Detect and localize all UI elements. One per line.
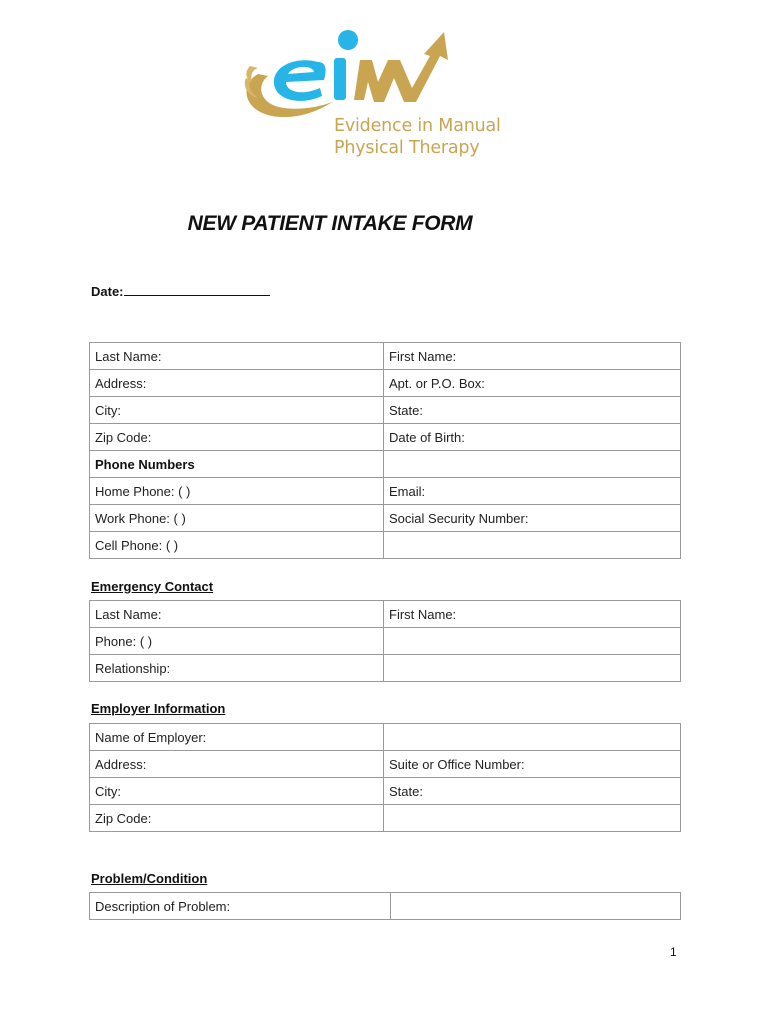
date-label: Date:	[91, 284, 124, 299]
problem-condition-field[interactable]: Description of Problem:	[90, 893, 391, 920]
problem-condition-heading: Problem/Condition	[91, 871, 208, 886]
patient-info-field[interactable]	[384, 451, 681, 478]
emergency-contact-row	[90, 655, 681, 682]
employer-info-field[interactable]: Address:	[90, 751, 384, 778]
patient-info-field[interactable]: Address:	[90, 370, 384, 397]
form-title: NEW PATIENT INTAKE FORM	[187, 212, 473, 235]
employer-info-row	[90, 724, 681, 751]
patient-info-field[interactable]: Work Phone: ( )	[90, 505, 384, 532]
patient-info-row	[90, 343, 681, 370]
emergency-contact-field[interactable]: Relationship:	[90, 655, 384, 682]
emergency-contact-field[interactable]: First Name:	[384, 601, 681, 628]
emergency-contact-row	[90, 601, 681, 628]
emergency-contact-field[interactable]: Phone: ( )	[90, 628, 384, 655]
employer-info-field[interactable]	[384, 805, 681, 832]
employer-info-field[interactable]: Name of Employer:	[90, 724, 384, 751]
employer-information-heading: Employer Information	[91, 701, 226, 716]
patient-info-field[interactable]: Social Security Number:	[384, 505, 681, 532]
patient-info-field[interactable]: Last Name:	[90, 343, 384, 370]
problem-condition-table	[89, 892, 681, 920]
patient-info-field[interactable]: State:	[384, 397, 681, 424]
emergency-contact-field[interactable]	[384, 628, 681, 655]
emergency-contact-row	[90, 628, 681, 655]
problem-condition-row	[90, 893, 681, 920]
patient-info-field[interactable]: Zip Code:	[90, 424, 384, 451]
employer-info-field[interactable]: City:	[90, 778, 384, 805]
patient-info-field[interactable]: City:	[90, 397, 384, 424]
date-field[interactable]	[91, 283, 270, 299]
patient-info-field[interactable]: Home Phone: ( )	[90, 478, 384, 505]
emergency-contact-heading: Emergency Contact	[91, 579, 214, 594]
emergency-contact-table	[89, 600, 681, 682]
logo-tagline-line1: Evidence in Manual	[334, 116, 501, 136]
eim-logo	[236, 26, 516, 162]
patient-info-field[interactable]: Email:	[384, 478, 681, 505]
problem-condition-field[interactable]	[391, 893, 681, 920]
patient-info-row	[90, 505, 681, 532]
emergency-contact-field[interactable]	[384, 655, 681, 682]
emergency-contact-field[interactable]: Last Name:	[90, 601, 384, 628]
patient-info-field[interactable]: Phone Numbers	[90, 451, 384, 478]
date-blank-line[interactable]	[124, 283, 270, 296]
employer-info-field[interactable]: Zip Code:	[90, 805, 384, 832]
employer-info-row	[90, 805, 681, 832]
patient-info-field[interactable]	[384, 532, 681, 559]
logo-tagline-line2: Physical Therapy	[334, 138, 480, 158]
employer-info-field[interactable]: State:	[384, 778, 681, 805]
eim-logo-mark	[236, 26, 516, 118]
patient-info-row	[90, 370, 681, 397]
patient-info-row	[90, 424, 681, 451]
employer-info-field[interactable]	[384, 724, 681, 751]
employer-information-table	[89, 723, 681, 832]
patient-info-row	[90, 451, 681, 478]
employer-info-row	[90, 778, 681, 805]
patient-info-field[interactable]: Date of Birth:	[384, 424, 681, 451]
patient-info-field[interactable]: Apt. or P.O. Box:	[384, 370, 681, 397]
patient-info-row	[90, 478, 681, 505]
patient-info-row	[90, 532, 681, 559]
employer-info-field[interactable]: Suite or Office Number:	[384, 751, 681, 778]
patient-info-table	[89, 342, 681, 559]
employer-info-row	[90, 751, 681, 778]
patient-info-field[interactable]: First Name:	[384, 343, 681, 370]
patient-info-row	[90, 397, 681, 424]
patient-info-field[interactable]: Cell Phone: ( )	[90, 532, 384, 559]
page-number: 1	[670, 945, 677, 959]
